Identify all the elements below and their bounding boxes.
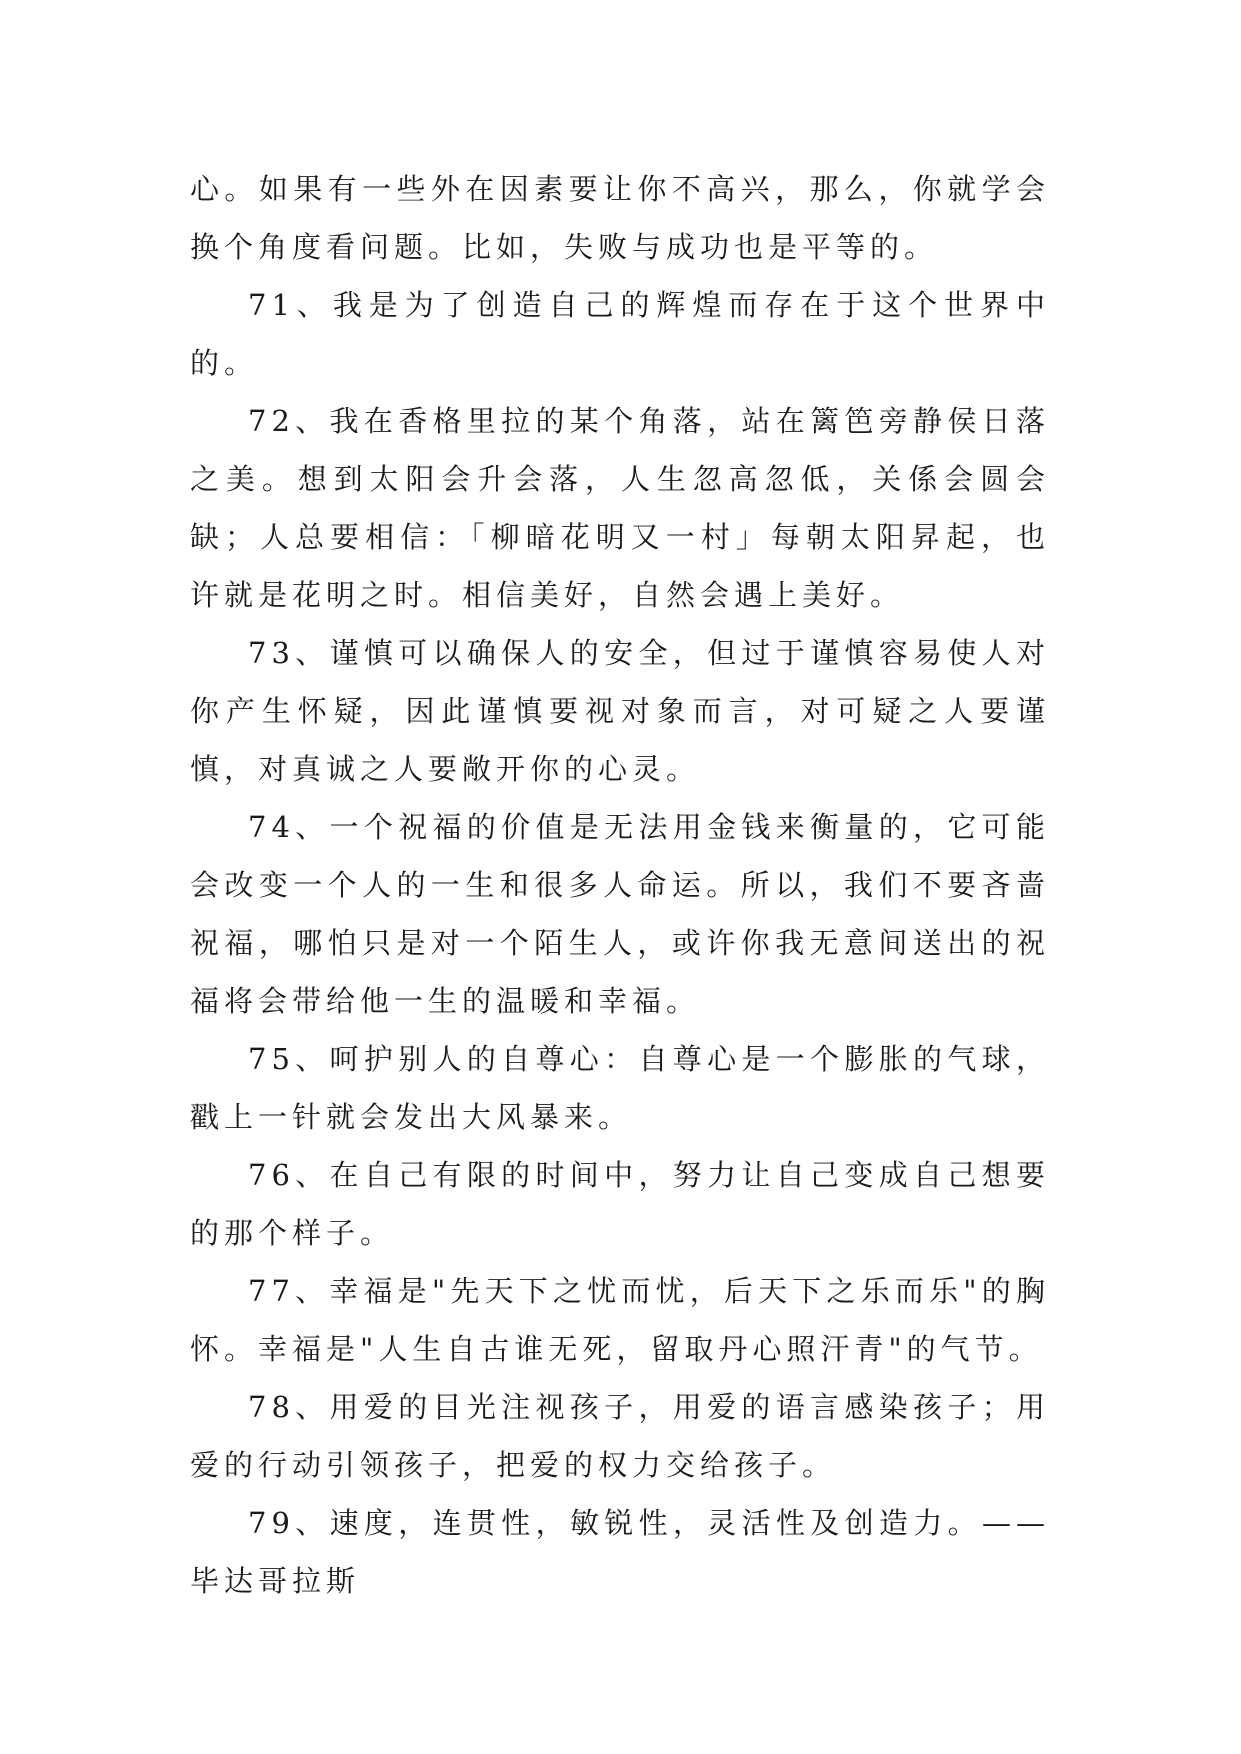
document-body (190, 160, 1050, 1610)
quote-paragraph-72: 72、我在香格里拉的某个角落，站在篱笆旁静侯日落之美。想到太阳会升会落，人生忽高忽低，关係会圆会缺；人总要相信：「柳暗花明又一村」每朝太阳昇起，也许就是花明之时。相信美好，自然会遇上美好。 (190, 404, 1050, 612)
quote-paragraph-79: 79、速度，连贯性，敏锐性，灵活性及创造力。——毕达哥拉斯 (190, 1506, 1050, 1598)
continuation-paragraph: 心。如果有一些外在因素要让你不高兴，那么，你就学会换个角度看问题。比如，失败与成功也是平等的。 (190, 172, 1050, 264)
quote-paragraph-74: 74、一个祝福的价值是无法用金钱来衡量的，它可能会改变一个人的一生和很多人命运。所以，我们不要吝啬祝福，哪怕只是对一个陌生人，或许你我无意间送出的祝福将会带给他一生的温暖和幸福。 (190, 810, 1050, 1018)
quote-paragraph-78: 78、用爱的目光注视孩子，用爱的语言感染孩子；用爱的行动引领孩子，把爱的权力交给孩子。 (190, 1390, 1050, 1482)
quote-paragraph-76: 76、在自己有限的时间中，努力让自己变成自己想要的那个样子。 (190, 1158, 1050, 1250)
quote-paragraph-77: 77、幸福是"先天下之忧而忧，后天下之乐而乐"的胸怀。幸福是"人生自古谁无死，留取丹心照汗青"的气节。 (190, 1274, 1050, 1366)
quote-paragraph-75: 75、呵护别人的自尊心：自尊心是一个膨胀的气球，戳上一针就会发出大风暴来。 (190, 1042, 1050, 1134)
quote-paragraph-71: 71、我是为了创造自己的辉煌而存在于这个世界中的。 (190, 288, 1050, 380)
quote-paragraph-73: 73、谨慎可以确保人的安全，但过于谨慎容易使人对你产生怀疑，因此谨慎要视对象而言，对可疑之人要谨慎，对真诚之人要敞开你的心灵。 (190, 636, 1050, 786)
